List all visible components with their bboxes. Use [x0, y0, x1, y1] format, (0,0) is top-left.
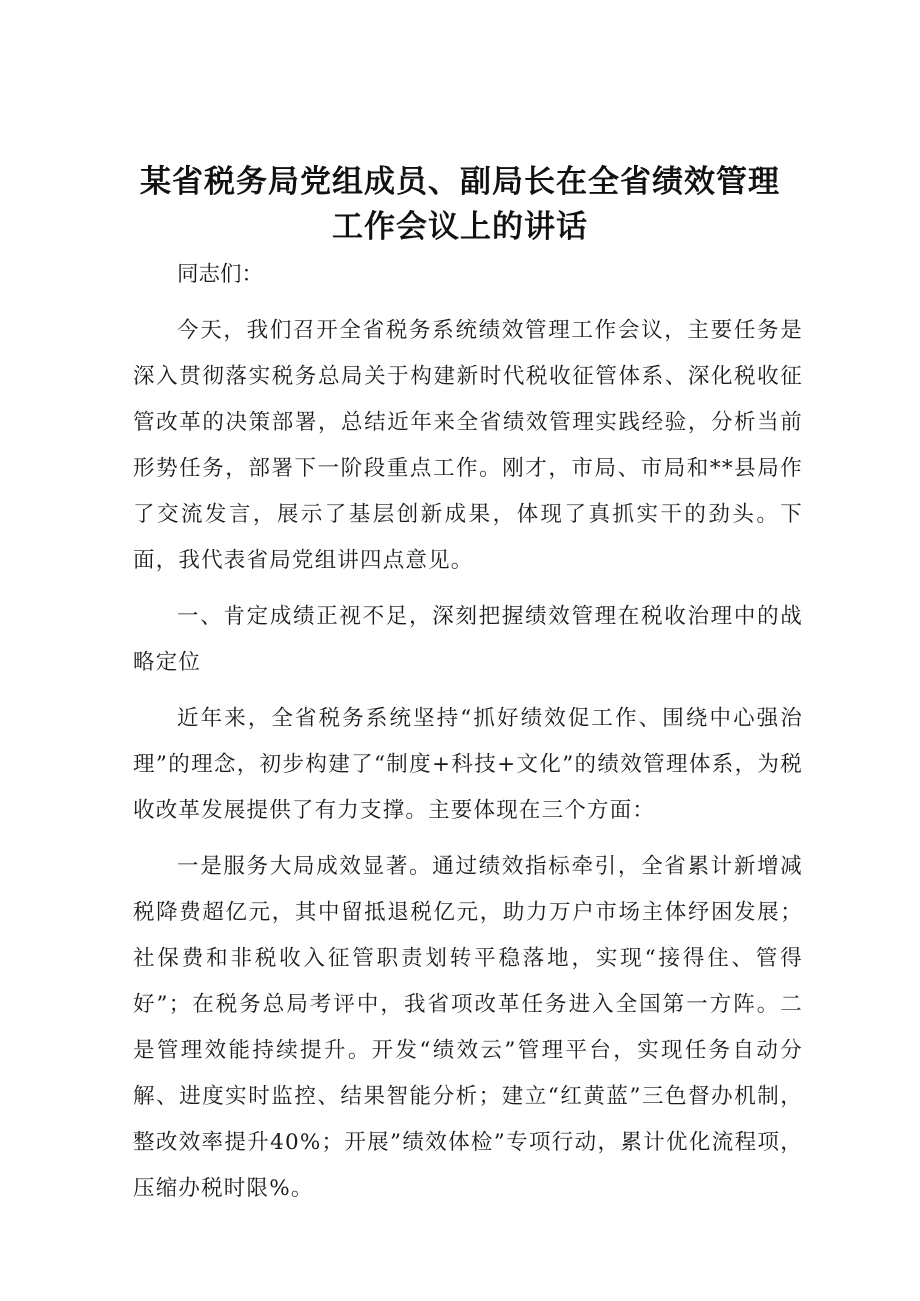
paragraph-intro: 今天，我们召开全省税务系统绩效管理工作会议，主要任务是深入贯彻落实税务总局关于构建新时代税收征管体系、深化税收征管改革的决策部署，总结近年来全省绩效管理实践经验，分析当前形势任务，部署下一阶段重点工作。刚才，市局、市局和**县局作了交流发言，展示了基层创新成果，体现了真抓实干的劲头。下面，我代表省局党组讲四点意见。: [133, 318, 803, 573]
paragraph-details: 一是服务大局成效显著。通过绩效指标牵引，全省累计新增减税降费超亿元，其中留抵退税亿元，助力万户市场主体纾困发展；社保费和非税收入征管职责划转平稳落地，实现“接得住、管得好”；在税务总局考评中，我省项改革任务进入全国第一方阵。二是管理效能持续提升。开发“绩效云”管理平台，实现任务自动分解、进度实时监控、结果智能分析；建立“红黄蓝”三色督办机制，整改效率提升40%；开展”绩效体检”专项行动，累计优化流程项，压缩办税时限%。: [133, 854, 803, 1201]
salutation: 同志们：: [177, 262, 264, 287]
document-body: [133, 252, 803, 1222]
document-title: [120, 160, 800, 250]
title-line-2: 工作会议上的讲话: [332, 209, 588, 245]
paragraph-achievements: 近年来，全省税务系统坚持“抓好绩效促工作、围绕中心强治理”的理念，初步构建了“制度+科技+文化”的绩效管理体系，为税收改革发展提供了有力支撑。主要体现在三个方面：: [133, 706, 803, 823]
section-heading-1: 一、肯定成绩正视不足，深刻把握绩效管理在税收治理中的战略定位: [133, 604, 803, 675]
title-line-1: 某省税务局党组成员、副局长在全省绩效管理: [140, 164, 780, 200]
